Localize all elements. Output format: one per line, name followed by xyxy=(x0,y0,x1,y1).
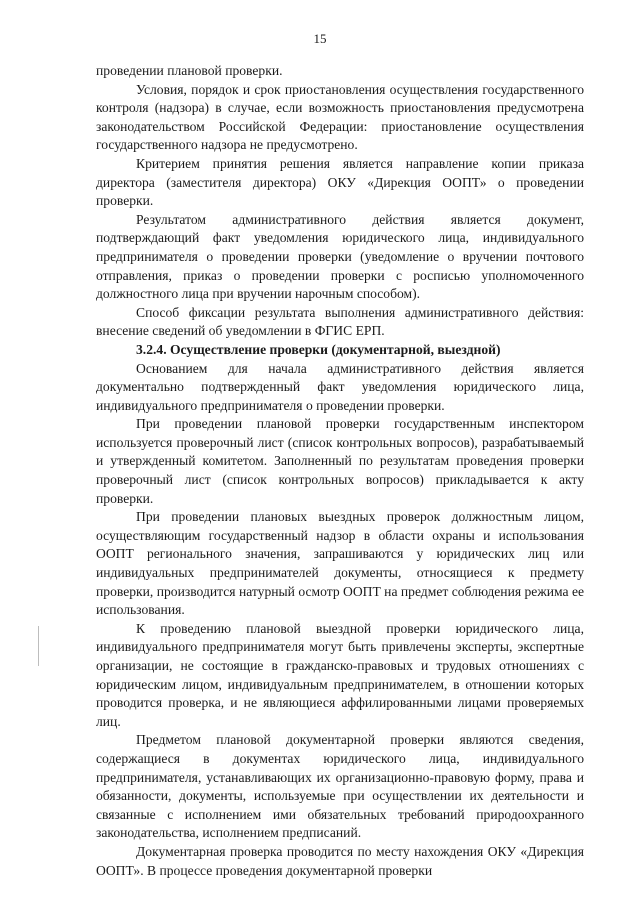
paragraph-documentary-subject: Предметом плановой документарной проверки являются сведения, содержащиеся в документах юридического лица, индивидуального предпринимателя, устанавливающих их организационно-правовую форму, права и обязанности, документы, используемые при осуществлении их деятельности и связанные с исполнением ими обязательных требований природоохранного законодательства, исполнением предписаний. xyxy=(96,732,584,841)
paragraph-decision-criterion: Критерием принятия решения является направление копии приказа директора (заместителя директора) ОКУ «Дирекция ООПТ» о проведении проверки. xyxy=(96,155,584,209)
paragraph-checklist: При проведении плановой проверки государственным инспектором используется проверочный лист (список контрольных вопросов), разрабатываемый и утвержденный комитетом. Заполненный по результатам проведения проверки проверочный лист (список контрольных вопросов) прикладывается к акту проверки. xyxy=(96,416,584,506)
paragraph-experts: К проведению плановой выездной проверки юридического лица, индивидуального предпринимателя могут быть привлечены эксперты, экспертные организации, не состоящие в гражданско-правовых и трудовых отношениях с юридическим лицом, индивидуальным предпринимателем, в отношении которых проводится проверка, и не являющиеся аффилированными лицами проверяемых лиц. xyxy=(96,620,584,729)
paragraph-continuation: проведении плановой проверки. xyxy=(96,63,283,78)
paragraph-suspension-conditions: Условия, порядок и срок приостановления осуществления государственного контроля (надзора) в случае, если возможность приостановления предусмотрена законодательством Российской Федерации: приостановление осуществления государственного надзора не предусмотрено. xyxy=(96,81,584,153)
paragraph-documentary-location: Документарная проверка проводится по месту нахождения ОКУ «Дирекция ООПТ». В процессе проведения документарной проверки xyxy=(96,843,584,878)
paragraph-action-result: Результатом административного действия является документ, подтверждающий факт уведомления юридического лица, индивидуального предпринимателя о проведении проверки (уведомление о вручении почтового отправления, приказ о проведении проверки с росписью уполномоченного должностного лица при вручении нарочным способом). xyxy=(96,211,584,302)
paragraph-field-inspections: При проведении плановых выездных проверок должностным лицом, осуществляющим государственный надзор в области охраны и использования ООПТ регионального значения, запрашиваются у юридических лиц или индивидуальных предпринимателей документы, относящиеся к предмету проверки, производится натурный осмотр ООПТ на предмет соблюдения режима ее использования. xyxy=(96,509,585,618)
page-number: 15 xyxy=(313,31,327,46)
page-body xyxy=(96,62,584,880)
paragraph-recording-method: Способ фиксации результата выполнения административного действия: внесение сведений об уведомлении в ФГИС ЕРП. xyxy=(96,304,584,339)
paragraph-grounds: Основанием для начала административного действия является документально подтвержденный факт уведомления юридического лица, индивидуального предпринимателя о проведении проверки. xyxy=(96,360,584,413)
section-heading: 3.2.4. Осуществление проверки (документарной, выездной) xyxy=(136,341,501,357)
scan-margin-mark xyxy=(38,626,39,666)
